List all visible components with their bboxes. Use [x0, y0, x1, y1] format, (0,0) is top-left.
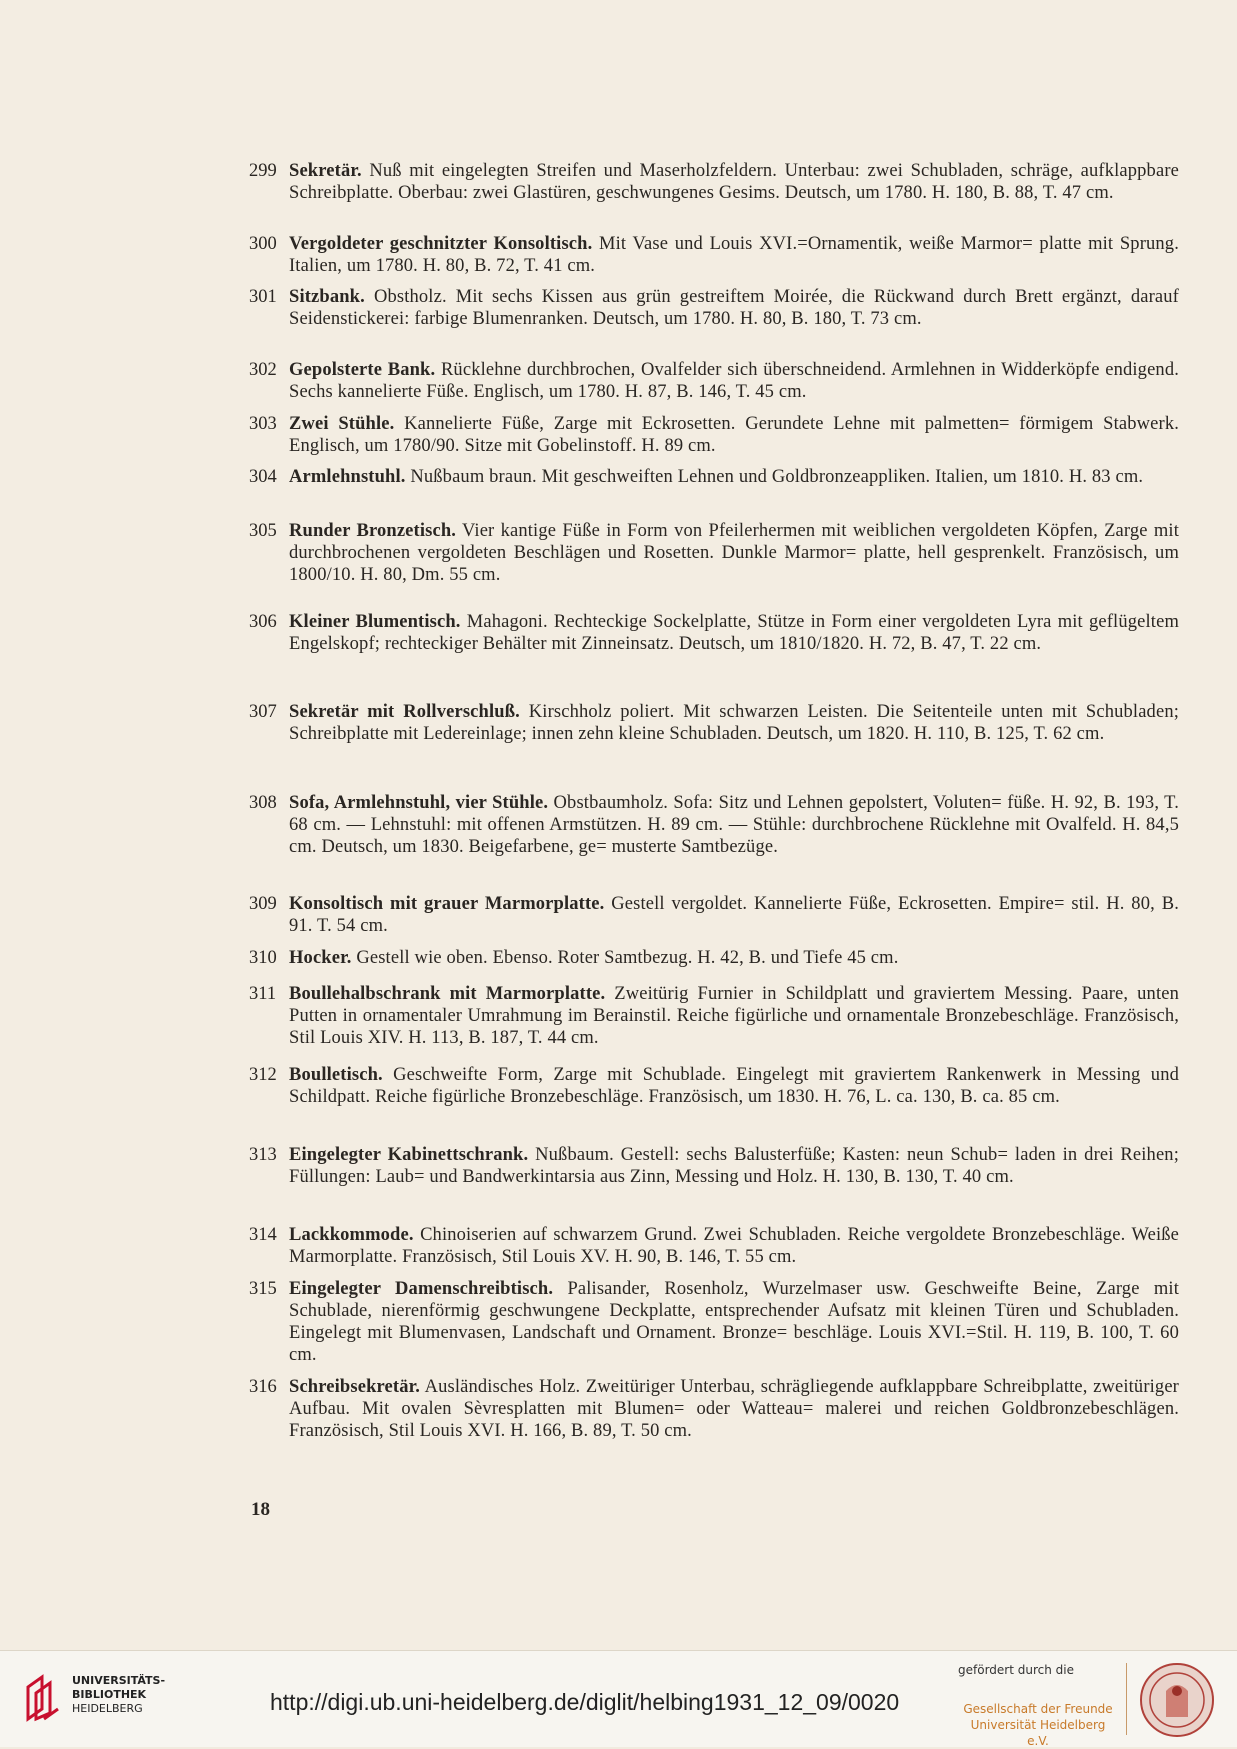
entry-number: 305: [249, 521, 277, 541]
entry-body: Gestell wie oben. Ebenso. Roter Samtbezug. H. 42, B. und Tiefe 45 cm.: [356, 948, 899, 968]
entry-number: 316: [249, 1377, 277, 1397]
entry-body: Geschweifte Form, Zarge mit Schublade. Eingelegt mit graviertem Rankenwerk in Messing und Schildpatt. Reiche figürliche Bronzebeschläge. Französisch, um 1830. H. 76, L. ca. 130, B. ca. 85 cm.: [289, 1065, 1179, 1107]
catalog-entry-302: [0, 359, 1237, 413]
entry-title: Schreibsekretär.: [289, 1377, 421, 1397]
catalog-entry-304: [0, 466, 1237, 520]
catalog-entry-301: [0, 286, 1237, 359]
entry-body: Nußbaum. Gestell: sechs Balusterfüße; Kasten: neun Schub= laden in drei Reihen; Füllungen: Laub= und Bandwerkintarsia aus Zinn, Messing und Holz. H. 130, B. 130, T. 40 cm.: [289, 1145, 1179, 1187]
entry-number: 311: [249, 984, 277, 1004]
entry-title: Boulletisch.: [289, 1065, 383, 1085]
catalog-entry-311: [0, 983, 1237, 1064]
entry-title: Boullehalbschrank mit Marmorplatte.: [289, 984, 606, 1004]
entry-title: Eingelegter Damenschreibtisch.: [289, 1279, 554, 1299]
catalog-entry-306: [0, 611, 1237, 701]
entry-number: 300: [249, 234, 277, 254]
entry-body: Gestell vergoldet. Kannelierte Füße, Eckrosetten. Empire= stil. H. 80, B. 91. T. 54 cm.: [289, 894, 1179, 936]
entry-body: Chinoiserien auf schwarzem Grund. Zwei Schubladen. Reiche vergoldete Bronzebeschläge. Weiße Marmorplatte. Französisch, Stil Louis XV. H. 90, B. 146, T. 55 cm.: [289, 1225, 1179, 1267]
entry-title: Sekretär mit Rollverschluß.: [289, 702, 520, 722]
page-number: 18: [251, 1499, 270, 1520]
entry-number: 303: [249, 414, 277, 434]
catalog-entry-309: [0, 893, 1237, 947]
entry-body: Obstbaumholz. Sofa: Sitz und Lehnen gepolstert, Voluten= füße. H. 92, B. 193, T. 68 cm. — Lehnstuhl: mit offenen Armstützen. H. 89 cm. — Stühle: durchbrochene Rücklehne mit Ovalfeld. H. 84,5 cm. Deutsch, um 1830. Beigefarbene, ge= musterte Samtbezüge.: [289, 793, 1179, 857]
university-seal-icon: [1138, 1661, 1216, 1739]
entry-number: 304: [249, 467, 277, 487]
entry-body: Palisander, Rosenholz, Wurzelmaser usw. Geschweifte Beine, Zarge mit Schublade, nierenförmig geschwungene Deckplatte, entsprechender Aufsatz mit kleinen Türen und Schubladen. Eingelegt mit Blumenvasen, Landschaft und Ornament. Bronze= beschläge. Louis XVI.=Stil. H. 119, B. 100, T. 60 cm.: [289, 1279, 1179, 1365]
entry-title: Zwei Stühle.: [289, 414, 395, 434]
entry-number: 299: [249, 161, 277, 181]
entry-title: Kleiner Blumentisch.: [289, 612, 461, 632]
catalog-entry-300: [0, 233, 1237, 286]
entry-body: Nuß mit eingelegten Streifen und Maserholzfeldern. Unterbau: zwei Schubladen, schräge, aufklappbare Schreibplatte. Oberbau: zwei Glastüren, geschwungenes Gesims. Deutsch, um 1780. H. 180, B. 88, T. 47 cm.: [289, 161, 1179, 203]
entry-body: Rücklehne durchbrochen, Ovalfelder sich überschneidend. Armlehnen in Widderköpfe endigend. Sechs kannelierte Füße. Englisch, um 1780. H. 87, B. 146, T. 45 cm.: [289, 360, 1180, 402]
entry-title: Hocker.: [289, 948, 352, 968]
university-library-logo-icon[interactable]: [24, 1673, 64, 1723]
entry-number: 301: [249, 287, 277, 307]
entry-title: Sekretär.: [289, 161, 362, 181]
catalog-entry-312: [0, 1064, 1237, 1144]
entry-body: Mit Vase und Louis XVI.=Ornamentik, weiße Marmor= platte mit Sprung. Italien, um 1780. H. 80, B. 72, T. 41 cm.: [289, 234, 1179, 276]
catalog-entry-305: [0, 520, 1237, 611]
catalog-entries: [0, 160, 1237, 1449]
sponsor-label: gefördert durch die: [958, 1663, 1074, 1677]
catalog-entry-307: [0, 701, 1237, 792]
entry-title: Vergoldeter geschnitzter Konsoltisch.: [289, 234, 593, 254]
entry-body: Kirschholz poliert. Mit schwarzen Leisten. Die Seitenteile unten mit Schubladen; Schreibplatte mit Ledereinlage; innen zehn kleine Schubladen. Deutsch, um 1820. H. 110, B. 125, T. 62 cm.: [289, 702, 1180, 744]
entry-body: Obstholz. Mit sechs Kissen aus grün gestreiftem Moirée, die Rückwand durch Brett ergänzt, darauf Seidenstickerei: farbige Blumenranken. Deutsch, um 1780. H. 80, B. 180, T. 73 cm.: [289, 287, 1179, 329]
sponsor-name[interactable]: Gesellschaft der Freunde Universität Heidelberg e.V.: [963, 1702, 1113, 1748]
entry-body: Mahagoni. Rechteckige Sockelplatte, Stütze in Form einer vergoldeten Lyra mit geflügeltem Engelskopf; rechteckiger Behälter mit Zinneinsatz. Deutsch, um 1810/1820. H. 72, B. 47, T. 22 cm.: [289, 612, 1179, 654]
entry-number: 312: [249, 1065, 277, 1085]
catalog-entry-315: [0, 1278, 1237, 1376]
entry-number: 306: [249, 612, 277, 632]
entry-number: 315: [249, 1279, 277, 1299]
entry-title: Lackkommode.: [289, 1225, 414, 1245]
entry-title: Sitzbank.: [289, 287, 365, 307]
footer-divider: [1126, 1663, 1127, 1735]
entry-title: Runder Bronzetisch.: [289, 521, 457, 541]
viewer-footer: [0, 1650, 1237, 1747]
catalog-entry-313: [0, 1144, 1237, 1224]
entry-number: 309: [249, 894, 277, 914]
catalog-entry-314: [0, 1224, 1237, 1278]
entry-title: Armlehnstuhl.: [289, 467, 406, 487]
entry-number: 310: [249, 948, 277, 968]
catalog-entry-303: [0, 413, 1237, 466]
library-name[interactable]: UNIVERSITÄTS- BIBLIOTHEK HEIDELBERG: [72, 1674, 166, 1715]
entry-body: Zweitürig Furnier in Schildplatt und graviertem Messing. Paare, unten Putten in ornamentaler Umrahmung im Berainstil. Reiche figürliche und ornamentale Bronzebeschläge. Französisch, Stil Louis XIV. H. 113, B. 187, T. 44 cm.: [289, 984, 1180, 1048]
entry-number: 308: [249, 793, 277, 813]
catalog-entry-310: [0, 947, 1237, 983]
entry-number: 313: [249, 1145, 277, 1165]
entry-body: Kannelierte Füße, Zarge mit Eckrosetten. Gerundete Lehne mit palmetten= förmigem Stabwerk. Englisch, um 1780/90. Sitze mit Gobelinstoff. H. 89 cm.: [289, 414, 1179, 456]
entry-title: Sofa, Armlehnstuhl, vier Stühle.: [289, 793, 549, 813]
permalink-url[interactable]: http://digi.ub.uni-heidelberg.de/diglit/helbing1931_12_09/0020: [270, 1689, 900, 1715]
catalog-entry-316: [0, 1376, 1237, 1449]
catalog-entry-299: [0, 160, 1237, 233]
entry-number: 314: [249, 1225, 277, 1245]
entry-title: Gepolsterte Bank.: [289, 360, 436, 380]
entry-number: 307: [249, 702, 277, 722]
entry-number: 302: [249, 360, 277, 380]
entry-body: Vier kantige Füße in Form von Pfeilerhermen mit weiblichen vergoldeten Köpfen, Zarge mit durchbrochenen vergoldeten Beschlägen und Rosetten. Dunkle Marmor= platte, hell gesprenkelt. Französisch, um 1800/10. H. 80, Dm. 55 cm.: [289, 521, 1180, 585]
catalog-entry-308: [0, 792, 1237, 893]
entry-body: Nußbaum braun. Mit geschweiften Lehnen und Goldbronzeappliken. Italien, um 1810. H. 83 cm.: [410, 467, 1144, 487]
entry-body: Ausländisches Holz. Zweitüriger Unterbau, schrägliegende aufklappbare Schreibplatte, zweitüriger Aufbau. Mit ovalen Sèvresplatten mit Blumen= oder Watteau= malerei und reichen Goldbronzebeschlägen. Französisch, Stil Louis XVI. H. 166, B. 89, T. 50 cm.: [289, 1377, 1179, 1441]
entry-title: Konsoltisch mit grauer Marmorplatte.: [289, 894, 605, 914]
entry-title: Eingelegter Kabinettschrank.: [289, 1145, 529, 1165]
